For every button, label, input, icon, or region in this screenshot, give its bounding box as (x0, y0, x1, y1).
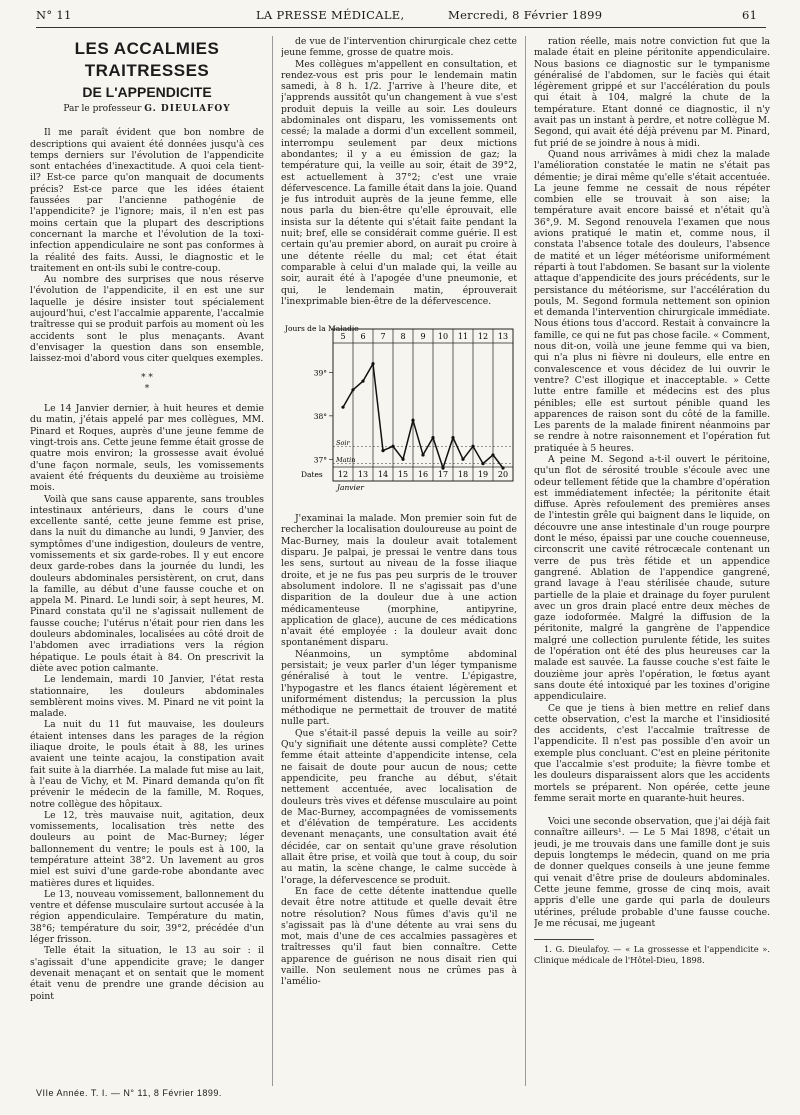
chart-frame (333, 329, 513, 481)
paragraph: Néanmoins, un symptôme abdominal persistait; je veux parler d'un léger tympanisme généralisé à tout le ventre. L'épigastre, l'hypogastre et les flancs étaient légèrement et uniformément distendus; la percussion la plus méthodique ne permettait de trouver de matité nulle part. (281, 648, 517, 728)
paragraph: Le 13, nouveau vomissement, ballonnement du ventre et défense musculaire surtout accusée à la région appendiculaire. Température du matin, 38°6; température du soir, 39°2, précédée d'un léger frisson. (30, 888, 264, 946)
paragraph: Voilà que sans cause apparente, sans troubles intestinaux antérieurs, dans le cours d'une excellente santé, cette jeune femme est prise, dans la nuit du dimanche au lundi, 9 Janvier, des symptômes d'une indigestion, douleurs de ventre, vomissements et six garde-robes. Il y eut encore deux garde-robes dans la journée du lundi, les douleurs abdominales persistèrent, on crut, dans la famille, au début d'une fausse couche et on appela M. Pinard. Le lundi soir, à sept heures, M. Pinard constata qu'il ne s'agissait nullement de fausse couche; l'utérus n'était pour rien dans les douleurs abdominales, localisées au côté droit de l'abdomen avec irradiations vers la région hépatique. Le pouls était à 84. On prescrivit la diète avec potion calmante. (30, 493, 264, 674)
author-prefix: Par le professeur (63, 104, 142, 114)
author-name: G. DIEULAFOY (144, 104, 231, 114)
paragraph: La nuit du 11 fut mauvaise, les douleurs étaient intenses dans les parages de la région iliaque droite, le pouls était à 88, les urines avaient une teinte acajou, la constipation avait fait suite à la diarrhée. La malade fut mise au lait, à l'eau de Vichy, et M. Pinard demanda qu'on fît prévenir le médecin de la famille, M. Roques, notre collègue des hôpitaux. (30, 719, 264, 810)
chart-data-point (361, 380, 364, 383)
paragraph: Voici une seconde observation, que j'ai déjà fait connaître ailleurs¹. — Le 5 Mai 1898, c'était un jeudi, je me trouvais dans une famille dont je suis depuis longtemps le médecin, quand on me pria de donner quelques conseils à une jeune femme qui venait d'être prise de douleurs abdominales. Cette jeune femme, grosse de cinq mois, avait appris d'elle une garde qui parla de douleurs utérines, prélude probable d'une fausse couche. Je me récusai, me jugeant (534, 816, 770, 929)
chart-data-point (431, 436, 434, 439)
article-title: LES ACCALMIES TRAITRESSES (74, 39, 220, 80)
chart-date-tick-label: 18 (457, 470, 469, 480)
header-rule (36, 27, 766, 28)
column-2 (281, 36, 517, 1081)
footnote-rule (534, 939, 594, 940)
chart-date-tick-label: 12 (337, 470, 349, 480)
column-divider (525, 36, 526, 1086)
chart-top-tick-label: 5 (340, 332, 346, 342)
paragraph: Que s'était-il passé depuis la veille au soir? Qu'y signifiait une détente aussi complète? Cette femme était atteinte d'appendicite intense, cela ne faisait de doute pour aucun de nous; cette appendicite, peu franche au début, s'était nettement accentuée, avec localisation de douleurs très vives et défense musculaire au point de Mac-Burney, accompagnées de vomissements et d'élévation de température. Les accidents devenant menaçants, une consultation avait été décidée, car on sentait qu'une grave résolution allait être prise, et voilà que tout à coup, du soir au matin, la scène change, le calme succède à l'orage, la défervescence se produit. (281, 727, 517, 886)
column-divider (272, 36, 273, 1086)
chart-date-tick-label: 16 (417, 470, 429, 480)
paragraph: J'examinai la malade. Mon premier soin fut de rechercher la localisation douloureuse au point de Mac-Burney, mais la douleur avait totalement disparu. Je palpai, je pressai le ventre dans tous les sens, surtout au niveau de la fosse iliaque droite, et je ne fus pas peu surpris de le trouver absolument indolore. Il ne s'agissait pas d'une disparition de la douleur due à une action médicamenteuse (morphine, antipyrine, application de glace), aucune de ces médications n'avait été employée : la douleur avait donc spontanément disparu. (281, 513, 517, 649)
paragraph: ration réelle, mais notre conviction fut que la malade était en pleine péritonite appendiculaire. Nous basions ce diagnostic sur le tympanisme généralisé de l'abdomen, sur le faciès qui était légèrement grippé et sur l'accélération du pouls qui était à 104, malgré la chute de la température. Etant donné ce diagnostic, il n'y avait pas un instant à perdre, et notre collègue M. Segond, qui avait été déjà prévenu par M. Pinard, fut prié de se joindre à nous à midi. (534, 36, 770, 149)
chart-data-point (441, 466, 444, 469)
chart-top-tick-label: 12 (477, 332, 489, 342)
chart-data-point (481, 462, 484, 465)
chart-y-tick-label: 38° (313, 411, 327, 421)
chart-month-label: Janvier (337, 483, 364, 493)
chart-data-point (471, 445, 474, 448)
issue-number: N° 11 (36, 8, 72, 22)
journal-name: LA PRESSE MÉDICALE, (256, 8, 405, 22)
chart-top-tick-label: 6 (360, 332, 366, 342)
chart-data-point (381, 449, 384, 452)
chart-data-point (401, 458, 404, 461)
paragraph: Au nombre des surprises que nous réserve l'évolution de l'appendicite, il en est une sur laquelle je désire insister tout spécialement aujourd'hui, c'est l'accalmie apparente, l'accalmie traîtresse qui se produit parfois au moment où les accidents sont le plus menaçants. Avant d'envisager la question dans son ensemble, laissez-moi d'abord vous citer quelques exemples. (30, 274, 264, 365)
chart-y-tick-label: 39° (313, 368, 327, 378)
chart-y-tick-label: 37° (313, 455, 327, 465)
chart-top-tick-label: 10 (437, 332, 449, 342)
chart-series-line (343, 364, 503, 468)
paragraph: Telle était la situation, le 13 au soir : il s'agissait d'une appendicite grave; le danger devenait menaçant et on sentait que le moment était venu de prendre une grande décision au point (30, 945, 264, 1002)
paragraph: Le 14 Janvier dernier, à huit heures et demie du matin, j'étais appelé par mes collègues, MM. Pinard et Roques, auprès d'une jeune femme de vingt-trois ans. Cette jeune femme était grosse de quatre mois environ; la grossesse avait évolué d'une façon normale, seuls, les vomissements avaient été fréquents du deuxième au troisième mois. (30, 403, 264, 494)
chart-date-tick-label: 13 (357, 470, 369, 480)
chart-data-point (351, 388, 354, 391)
temperature-chart-svg (281, 313, 517, 503)
temperature-chart (281, 313, 517, 503)
chart-data-point (371, 362, 374, 365)
paragraph: Le 12, très mauvaise nuit, agitation, deux vomissements, localisation très nette des douleurs au point de Mac-Burney; léger ballonnement du ventre; le pouls est à 100, la température atteint 38°2. Un lavement au gros miel est suivi d'une garde-robe abondante avec matières dures et liquides. (30, 809, 264, 889)
article-subtitle: DE L'APPENDICITE (82, 84, 212, 100)
paragraph: Mes collègues m'appellent en consultation, et rendez-vous est pris pour le lendemain matin samedi, à 8 h. 1/2. J'arrive à l'heure dite, et j'apprends aussitôt qu'un changement à vue s'est produit depuis la veille au soir. Les douleurs abdominales ont disparu, les vomissements ont cessé; la malade a dormi d'un excellent sommeil, interrompu seulement par deux mictions abondantes; il y a eu émission de gaz; la température qui, la veille au soir, était de 39°2, est actuellement à 37°2; c'est une vraie défervescence. La famille était dans la joie. Quand je fus introduit auprès de la jeune femme, elle nous parla du bien-être qu'elle éprouvait, elle insista sur la détente qui s'était faite pendant la nuit; bref, elle se considérait comme guérie. Il est certain qu'au premier abord, on aurait pu croire à une détente réelle du mal; cet état était comparable à celui d'un malade qui, la veille au soir, aurait été à l'apogée d'une pneumonie, et qui, le lendemain matin, éprouverait l'inexprimable bien-être de la défervescence. (281, 58, 517, 307)
paragraph: Quand nous arrivâmes à midi chez la malade l'amélioration constatée le matin ne s'était pas démentie; je dirai même qu'elle s'était accentuée. La jeune femme ne cessait de nous répéter combien elle se trouvait à son aise; la température avait encore baissé et n'était qu'à 36°,9. M. Segond renouvela l'examen que nous avions pratiqué le matin et, comme nous, il constata l'absence totale des douleurs, l'absence de matité et un léger météorisme uniformément réparti à tout l'abdomen. Se basant sur la violente attaque d'appendicite des jours précédents, sur le persistance du météorisme, sur l'accélération du pouls, M. Segond formula nettement son opinion et demanda l'intervention chirurgicale immédiate. Nous étions tous d'accord. Restait à convaincre la famille, ce qui ne fut pas chose facile. « Comment, nous dit-on, voilà une jeune femme qui va bien, qui n'a plus ni fièvre ni douleurs, elle entre en convalescence et vous décidez de lui ouvrir le ventre? C'est illogique et inacceptable. » Cette lutte entre famille et médecins est des plus pénibles; elle est surtout pénible quand les apparences de raison sont du côté de la famille. Les parents de la malade finirent néanmoins par se rendre à notre raisonnement et l'opération fut pratiquée à 5 heures. (534, 148, 770, 454)
chart-data-point (491, 453, 494, 456)
chart-data-point (451, 436, 454, 439)
chart-top-axis-label: Jours de la Maladie (285, 324, 359, 334)
chart-top-tick-label: 11 (457, 332, 469, 342)
chart-data-point (391, 445, 394, 448)
chart-reference-label: Soir (336, 438, 350, 447)
chart-date-tick-label: 20 (497, 470, 509, 480)
paragraph: En face de cette détente inattendue quelle devait être notre attitude et quelle devait être notre résolution? Nous fûmes d'avis qu'il ne s'agissait pas là d'une détente au vrai sens du mot, mais d'une de ces accalmies passagères et traîtresses qu'il faut bien connaître. Cette apparence de guérison ne nous disait rien qui vaille. Non seulement nous ne crûmes pas à l'amélio- (281, 885, 517, 988)
page-footer: VIIe Année. T. I. — N° 11, 8 Février 1899. (36, 1088, 222, 1098)
column-3 (534, 36, 770, 1081)
chart-date-tick-label: 14 (377, 470, 389, 480)
paragraph: de vue de l'intervention chirurgicale chez cette jeune femme, grosse de quatre mois. (281, 36, 517, 59)
page-number: 61 (742, 8, 758, 22)
chart-data-point (341, 406, 344, 409)
chart-bottom-axis-label: Dates (301, 470, 323, 480)
paragraph: A peine M. Segond a-t-il ouvert le péritoine, qu'un flot de sérosité trouble s'écoule avec une odeur tellement fétide que la chambre d'opération est immédiatement infectée; la péritonite était diffuse. Après refoulement des premières anses de l'intestin grêle qui baignent dans le liquide, on découvre une anse intestinale d'un rouge pourpre dont le méso, épaissi par une couche couenneuse, circonscrit une cavité rétrocæcale contenant un verre de pus très fétide et un appendice gangrené. Ablation de l'appendice gangrené, grand lavage à l'eau stérilisée chaude, suture partielle de la plaie et drainage du foyer purulent avec un gros drain placé entre deux mèches de gaze iodoformée. Malgré la diffusion de la péritonite, malgré la gangrène de l'appendice malgré une collection purulente fétide, les suites de l'opération ont été des plus heureuses car la malade est sauvée. La fausse couche s'est faite le douzième jour après l'opération, le fœtus ayant sans doute été intoxiqué par les toxines d'origine appendiculaire. (534, 453, 770, 703)
paragraph: Le lendemain, mardi 10 Janvier, l'état resta stationnaire, les douleurs abdominales semblèrent moins vives. M. Pinard ne vit point la malade. (30, 674, 264, 720)
chart-date-tick-label: 15 (397, 470, 409, 480)
section-separator: * * * (141, 372, 153, 394)
chart-data-point (411, 419, 414, 422)
paragraph: Il me paraît évident que bon nombre de descriptions qui avaient été données jusqu'à ces temps derniers sur l'évolution de l'appendicite sont entachées d'inexactitude. A quoi cela tient-il? Est-ce parce qu'on manquait de documents précis? Est-ce parce que les idées étaient faussées par l'ancienne pathogénie de l'appendicite? je l'ignore; mais, il n'en est pas moins certain que la plupart des descriptions concernant la marche et l'évolution de la toxi-infection appendiculaire ne sont pas conformes à la réalité des faits. Aussi, le diagnostic et le traitement en ont-ils subi le contre-coup. (30, 127, 264, 274)
chart-data-point (421, 453, 424, 456)
footnote: 1. G. Dieulafoy. — « La grossesse et l'appendicite ». Clinique médicale de l'Hôtel-Dieu, 1898. (534, 944, 770, 965)
column-1 (30, 36, 264, 1081)
chart-reference-label: Matin (336, 456, 356, 465)
chart-data-point (461, 458, 464, 461)
paragraph: Ce que je tiens à bien mettre en relief dans cette observation, c'est la marche et l'insidiosité des accidents, c'est l'accalmie traîtresse de l'appendicite. Il n'est pas possible d'en avoir un exemple plus concluant. C'est en pleine péritonite que l'accalmie s'est produite; la fièvre tombe et les douleurs disparaissent alors que les accidents mortels se préparent. Non opérée, cette jeune femme serait morte en quarante-huit heures. (534, 702, 770, 804)
chart-top-tick-label: 8 (400, 332, 406, 342)
chart-top-tick-label: 7 (380, 332, 386, 342)
chart-date-tick-label: 19 (477, 470, 489, 480)
chart-top-tick-label: 13 (497, 332, 509, 342)
article-author (30, 104, 264, 115)
chart-data-point (501, 466, 504, 469)
chart-top-tick-label: 9 (420, 332, 426, 342)
issue-date: Mercredi, 8 Février 1899 (448, 8, 603, 22)
page-header (36, 8, 766, 26)
chart-date-tick-label: 17 (437, 470, 449, 480)
